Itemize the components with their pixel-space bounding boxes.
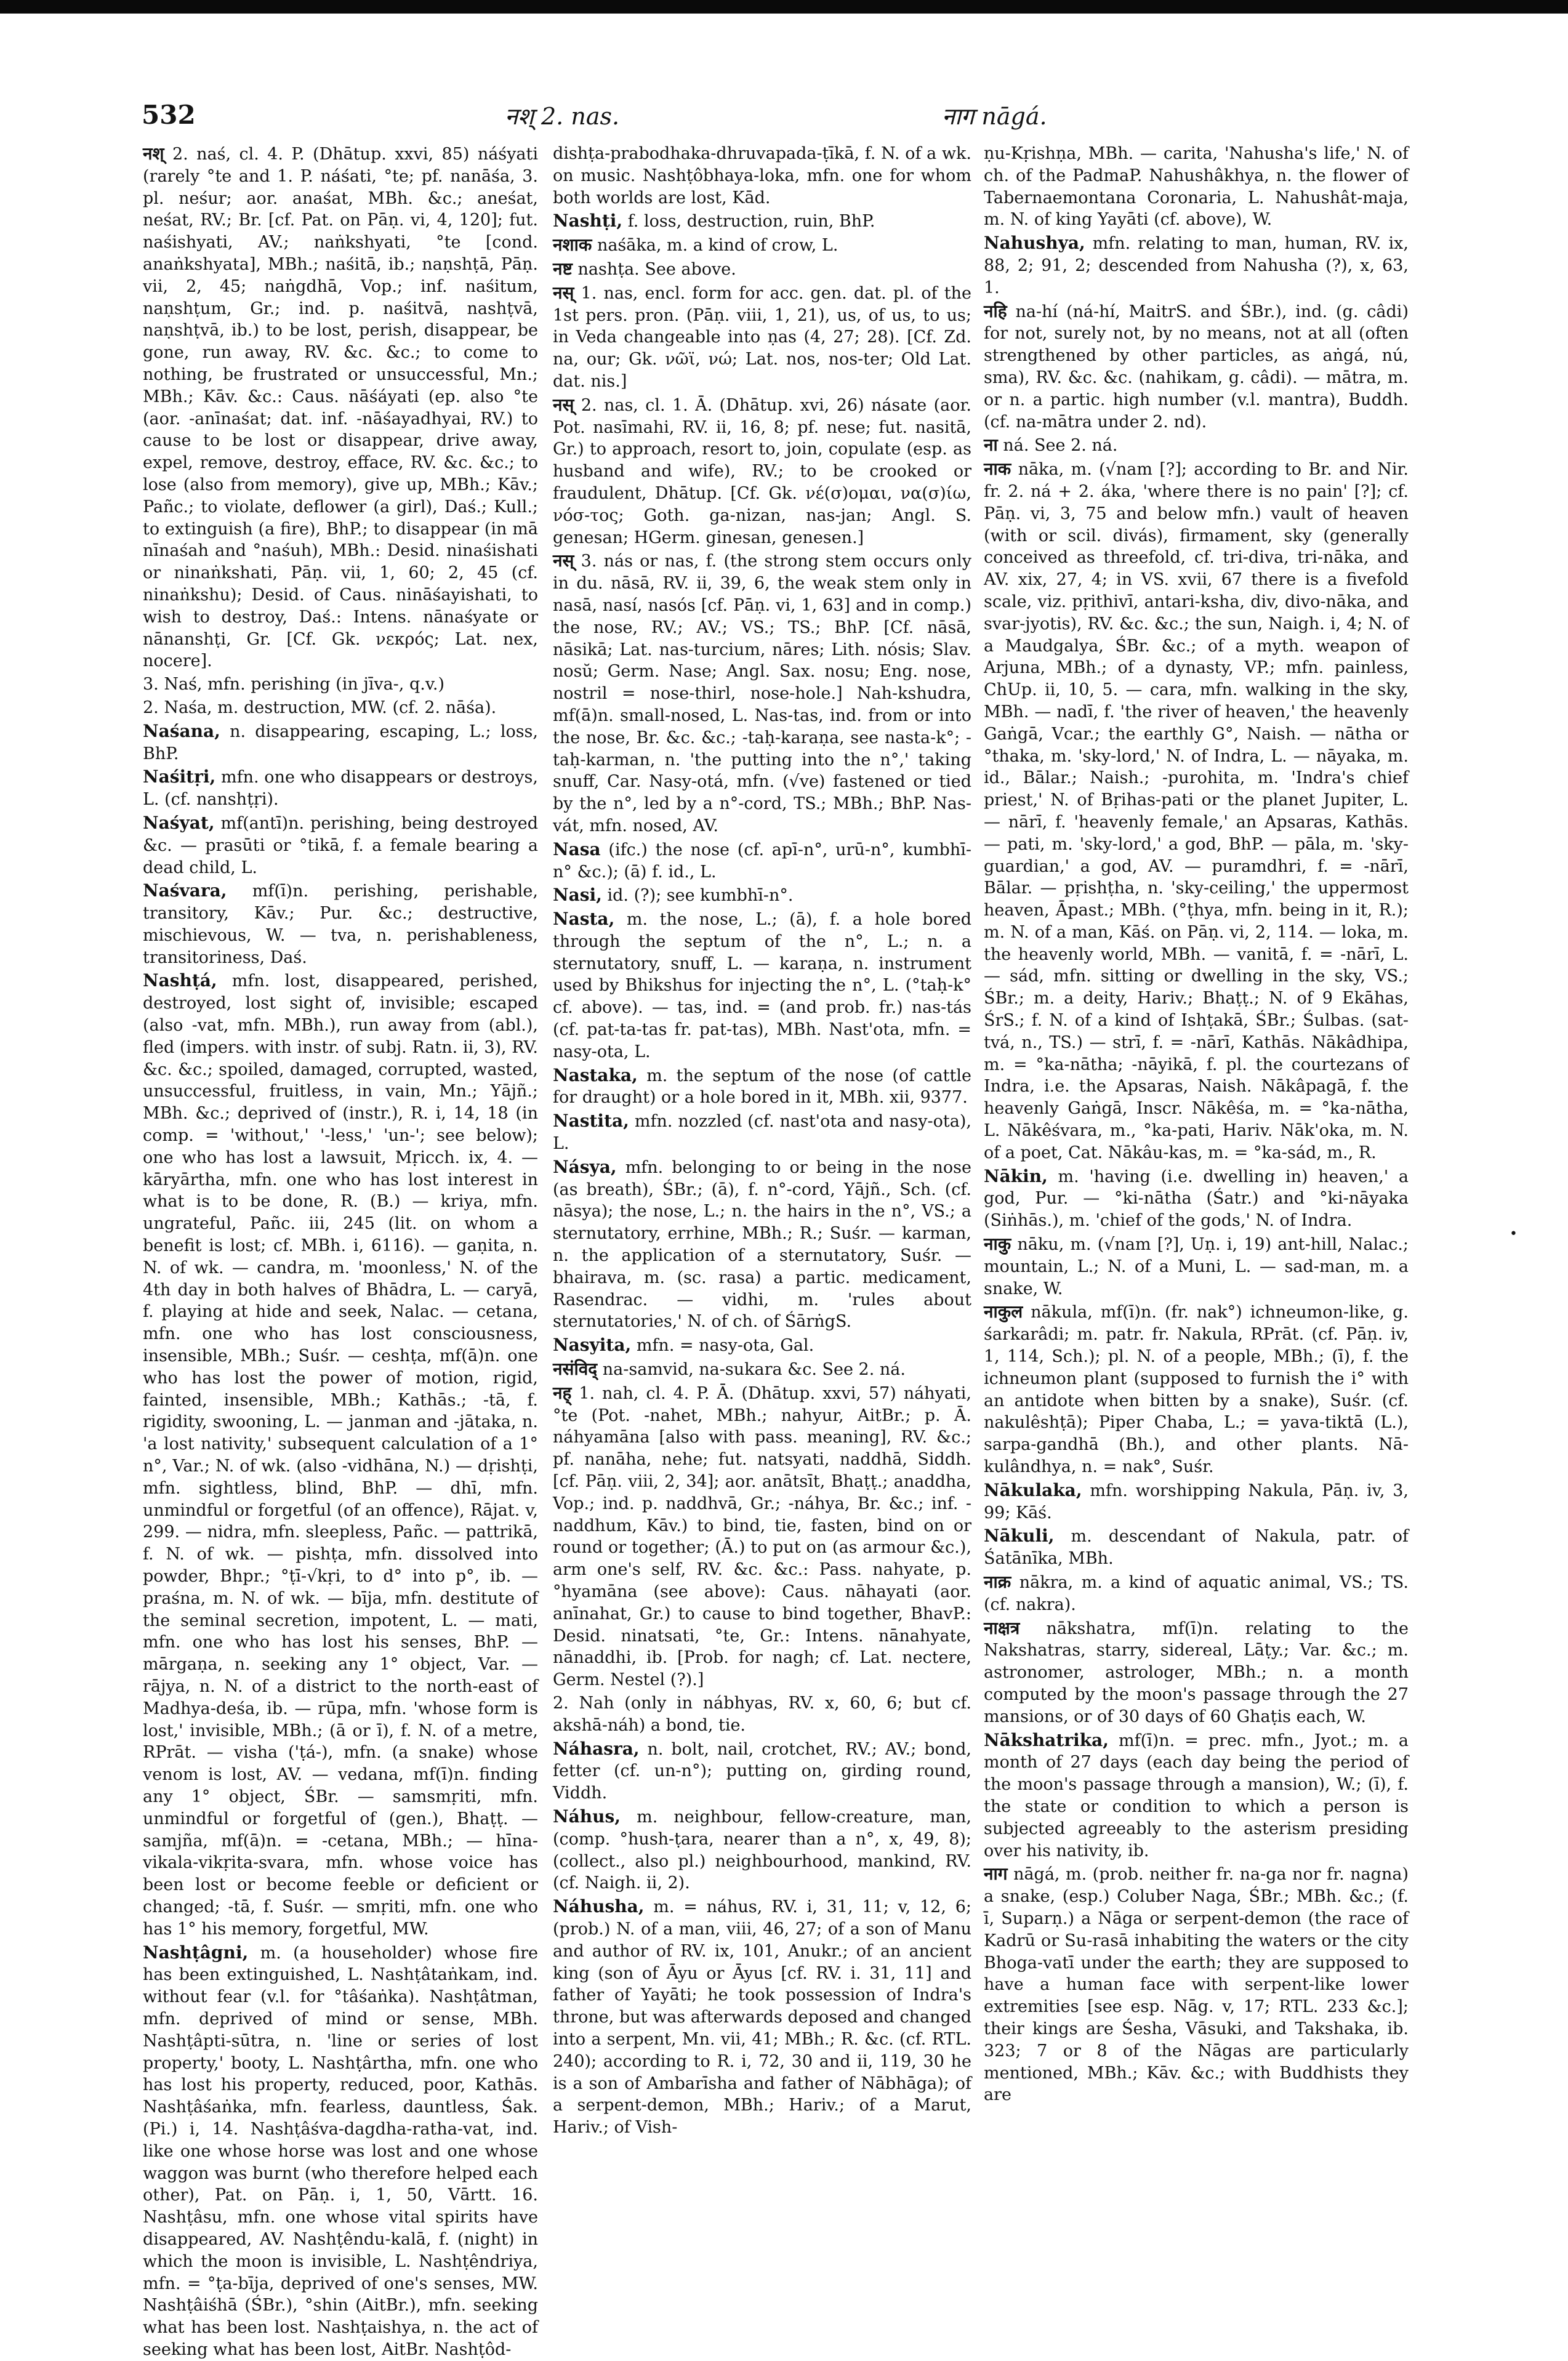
dictionary-entry [553,1806,971,1894]
dictionary-entry [984,1571,1409,1616]
entry-text: m. 'having (i.e. dwelling in) heaven,' a god, Pur. — °ki-nātha (Śatr.) and °ki-nāyaka (Siṅhās.), m. 'chief of the gods,' N. of Indra. [984,1167,1409,1231]
entry-headword: Nākin, [984,1165,1048,1186]
entry-headword: नशाक [553,235,592,255]
entry-headword: नाकुल [984,1301,1023,1322]
dictionary-entry [984,1525,1409,1570]
dictionary-entry [553,234,971,257]
entry-headword: Nastaka, [553,1064,638,1085]
entry-headword: Nasa [553,839,601,859]
entry-text: id. (?); see kumbhī-n°. [607,886,794,906]
dictionary-entry [143,812,538,879]
entry-text: na-samvid, na-sukara &c. See 2. ná. [602,1360,906,1380]
margin-mark: • [1510,1226,1518,1242]
dictionary-entry [984,1165,1409,1232]
entry-text: mf(ī)n. = prec. mfn., Jyot.; m. a month of 27 days (each day being the period of the moon's passage through a mansion), W.; (ī), f. the state or condition to which a person is subjected agreeably to the asterism presiding over his nativity, ib. [984,1731,1409,1860]
dictionary-entry [553,394,971,549]
entry-text: ṇu-Kṛishṇa, MBh. — carita, 'Nahusha's life,' N. of ch. of the PadmaP. Nahushâkhya, n. the flower of Tabernaemontana Coronaria, L. Nahushât-maja, m. N. of king Yayāti (cf. above), W. [984,144,1409,230]
page-header [142,100,1459,137]
entry-text: 2. Naśa, m. destruction, MW. (cf. 2. nāśa). [143,698,497,717]
entry-headword: नाकु [984,1234,1011,1255]
dictionary-entry [984,1301,1409,1478]
entry-text: ná. See 2. ná. [1003,436,1118,456]
dictionary-entry [984,300,1409,433]
entry-text: mfn. nozzled (cf. nast'ota and nasy-ota), L. [553,1112,971,1154]
entry-text: mfn. relating to man, human, RV. ix, 88, 2; 91, 2; descended from Nahusha (?), x, 63, 1. [984,234,1409,297]
entry-text: m. the septum of the nose (of cattle for draught) or a hole bored in it, MBh. xii, 9377. [553,1066,971,1108]
entry-headword: Nashṭâgni, [143,1942,249,1963]
entry-text: nākshatra, mf(ī)n. relating to the Nakshatras, starry, sidereal, Lāṭy.; Var. &c.; m. astronomer, astrologer, MBh.; n. a month computed by the moon's passage through the 27 mansions, or of 30 days of 60 Ghaṭis each, W. [984,1619,1409,1726]
entry-text: naśāka, m. a kind of crow, L. [597,236,838,255]
dictionary-entry [984,1863,1409,2106]
entry-text: m. neighbour, fellow-creature, man, (comp. °hush-ṭara, nearer than a n°, x, 49, 8); (collect., also pl.) neighbourhood, mankind, RV. (cf. Naigh. ii, 2). [553,1807,971,1893]
entry-headword: Naśvara, [143,880,227,901]
dictionary-entry [553,258,971,281]
entry-text: n. disappearing, escaping, L.; loss, BhP. [143,722,538,763]
entry-headword: नाक [984,459,1011,480]
dictionary-entry [553,143,971,209]
dictionary-entry [984,434,1409,457]
entry-headword: नष्ट [553,258,573,279]
entry-text: mfn. one who disappears or destroys, L. (cf. nanshṭṛi). [143,768,538,810]
entry-headword: नस् [553,394,574,415]
entry-text: 1. nah, cl. 4. P. Ā. (Dhātup. xxvi, 57) náhyati, °te (Pot. -nahet, MBh.; nahyur, AitBr.; p. Ā. náhyamāna [also with pass. meaning], RV. &c.; pf. nanāha, nehe; fut. natsyati, naddhā, Siddh. [cf. Pāṇ. viii, 2, 34]; aor. anātsīt, Bhaṭṭ.; anaddha, Vop.; ind. p. naddhvā, Gr.; -náhya, Br. &c.; inf. -naddhum, Kāv.) to bind, tie, fasten, bind on or round or together; (Ā.) to put on (as armour &c.), arm one's self, RV. &c. &c.: Pass. nahyate, p. °hyamāna (see above): Caus. nāhayati (aor. anīnahat, Gr.) to cause to bind together, BhavP.: Desid. ninatsati, °te, Gr.: Intens. nānahyate, nānaddhi, ib. [Prob. for nagh; cf. Lat. nectere, Germ. Nestel (?).] [553,1383,971,1690]
dictionary-entry [984,1233,1409,1300]
entry-text: 2. Nah (only in nábhyas, RV. x, 60, 6; but cf. akshā-náh) a bond, tie. [553,1693,971,1735]
dictionary-column-1 [143,143,538,2359]
entry-text: m. the nose, L.; (ā), f. a hole bored through the septum of the n°, L.; n. a sternutatory, snuff, L. — karaṇa, n. instrument used by Bhikshus for injecting the n°, L. (°taḥ-k° cf. above). — tas, ind. = (and prob. fr.) nas-tás (cf. pat-ta-tas fr. pat-tas), MBh. Nast'ota, mfn. = nasy-ota, L. [553,910,971,1061]
dictionary-entry [143,720,538,765]
entry-text: 3. Naś, mfn. perishing (in jīva-, q.v.) [143,675,444,694]
dictionary-entry [553,550,971,837]
entry-headword: Náhasra, [553,1738,640,1759]
dictionary-entry [553,282,971,393]
entry-text: mfn. belonging to or being in the nose (as breath), ŚBr.; (ā), f. n°-cord, Yājñ., Sch. (cf. nāsya); the nose, L.; n. the hairs in the n°, VS.; a sternutatory, errhine, MBh.; R.; Suśr. — karman, n. the application of a sternutatory, Suśr. — bhairava, m. (sc. rasa) a partic. medicament, Rasendrac. — vidhi, m. 'rules about sternutatories,' N. of ch. of ŚārṅgS. [553,1157,971,1332]
dictionary-entry [553,210,971,233]
dictionary-entry [553,908,971,1063]
entry-text: na-hí (ná-hí, MaitrS. and ŚBr.), ind. (g. câdi) for not, surely not, by no means, not at all (often strengthened by other particles, as aṅgá, nú, sma), RV. &c. &c. (nahikam, g. câdi). — mātra, m. or n. a partic. high number (v.l. mantra), Buddh. (cf. na-mātra under 2. nd). [984,302,1409,432]
dictionary-entry [553,1156,971,1333]
entry-headword: नश् [143,143,164,164]
entry-text: 1. nas, encl. form for acc. gen. dat. pl. of the 1st pers. pron. (Pāṇ. viii, 1, 21), us, of us, to us; in Veda changeable into ṇas (4, 27; 28). [Cf. Zd. na, our; Gk. νῶϊ, νώ; Lat. nos, nos-ter; Old Lat. dat. nis.] [553,283,971,391]
entry-headword: Násya, [553,1156,617,1177]
entry-headword: Nasi, [553,885,602,906]
dictionary-entry [553,839,971,883]
entry-text: mfn. lost, disappeared, perished, destroyed, lost sight of, invisible; escaped (also -vat, mfn. MBh.), run away from (abl.), fled (impers. with instr. of subj. Ratn. ii, 3), RV. &c. &c.; spoiled, damaged, corrupted, wasted, unsuccessful, fruitless, in vain, Mn.; Yājñ.; MBh. &c.; deprived of (instr.), R. i, 14, 18 (in comp. = 'without,' '-less,' 'un-'; see below); one who has lost a lawsuit, Mṛicch. ix, 4. — kāryārtha, mfn. one who has lost interest in what is to be done, R. (B.) — kriya, mfn. ungrateful, Pañc. iii, 245 (lit. on whom a benefit is lost; cf. MBh. i, 6116). — gaṇita, n. N. of wk. — candra, m. 'moonless,' N. of the 4th day in both halves of Bhādra, L. — caryā, f. playing at hide and seek, Nalac. — cetana, mfn. one who has lost consciousness, insensible, MBh.; Suśr. — ceshṭa, mf(ā)n. one who has lost the power of motion, rigid, fainted, insensible, MBh.; Kathās.; -tā, f. rigidity, swooning, L. — janman and -jātaka, n. 'a lost nativity,' subsequent calculation of a 1° n°, Var.; N. of wk. (also -vidhāna, N.) — dṛishṭi, mfn. sightless, blind, BhP. — dhī, mfn. unmindful or forgetful (of an offence), Rājat. v, 299. — nidra, mfn. sleepless, Pañc. — pattrikā, f. N. of wk. — pishṭa, mfn. dissolved into powder, Bhpr.; °ṭī-√kṛi, to d° into p°, ib. — praśna, m. N. of wk. — bīja, mfn. destitute of the seminal secretion, impotent, L. — mati, mfn. one who has lost his senses, BhP. — mārgaṇa, n. seeking any 1° object, Var. — rājya, n. N. of a district to the north-east of Madhya-deśa, ib. — rūpa, mfn. 'whose form is lost,' invisible, MBh.; (ā or ī), f. N. of a metre, RPrāt. — visha ('ṭá-), mfn. (a snake) whose venom is lost, AV. — vedana, mf(ī)n. finding any 1° object, ŚBr. — samsmṛiti, mfn. unmindful or forgetful of (gen.), Bhaṭṭ. — samjña, mf(ā)n. = -cetana, MBh.; — hīna-vikala-vikṛita-svara, mfn. whose voice has been lost or become feeble or deficient or changed; -tā, f. Suśr. — smṛiti, mfn. one who has 1° his memory, forgetful, MW. [143,971,538,1939]
entry-headword: ना [984,435,998,456]
dictionary-entry [984,143,1409,231]
dictionary-entry [553,1110,971,1155]
entry-text: f. loss, destruction, ruin, BhP. [627,212,875,231]
entry-text: 3. nás or nas, f. (the strong stem occurs only in du. nāsā, RV. ii, 39, 6, the weak stem only in nasā, nasí, nasós [cf. Pāṇ. vi, 1, 63] and in comp.) the nose, RV.; AV.; VS.; TS.; BhP. [Cf. nāsā, nāsikā; Lat. nas-turcium, nāres; Lith. nósis; Slav. nosŭ; Germ. Nase; Angl. Sax. nosu; Eng. nose, nostril = nose-thirl, nose-hole.] Nah-kshudra, mf(ā)n. small-nosed, L. Nas-tas, ind. from or into the nose, Br. &c. &c.; -taḥ-karaṇa, see nasta-k°; -taḥ-karman, n. 'the putting into the n°,' taking snuff, Car. Nasy-otá, mfn. (√ve) fastened or tied by the n°, led by a n°-cord, TS.; MBh.; BhP. Nas-vát, mfn. nosed, AV. [553,552,971,835]
entry-text: nashṭa. See above. [577,259,736,279]
entry-text: mf(antī)n. perishing, being destroyed &c. — prasūti or °tikā, f. a female bearing a dead child, L. [143,813,538,877]
dictionary-column-2 [553,143,971,2138]
dictionary-entry [984,1617,1409,1728]
dictionary-entry [553,1896,971,2139]
dictionary-entry [553,1738,971,1804]
page-number: 532 [142,100,196,130]
dictionary-entry [553,1358,971,1381]
entry-headword: Náhus, [553,1806,621,1827]
dictionary-entry [984,1479,1409,1524]
entry-text: m. = náhus, RV. i, 31, 11; v, 12, 6; (prob.) N. of a man, viii, 46, 27; of a son of Manu and author of RV. ix, 101, Anukr.; of an ancient king (son of Āyu or Āyus [cf. RV. i. 31, 11] and father of Yayāti; he took possession of Indra's throne, but was afterwards deposed and changed into a serpent, Mn. vii, 41; MBh.; R. &c. (cf. RTL. 240); according to R. i, 72, 30 and ii, 119, 30 he is a son of Ambarīsha and father of Nābhāga); of a serpent-demon, MBh.; Hariv.; of a Marut, Hariv.; of Vish- [553,1897,971,2138]
entry-headword: Nākuli, [984,1526,1055,1547]
entry-text: 2. nas, cl. 1. Ā. (Dhātup. xvi, 26) násate (aor. Pot. nasīmahi, RV. ii, 16, 8; pf. nese; fut. nasitā, Gr.) to approach, resort to, join, copulate (esp. as husband and wife), RV.; to be crooked or fraudulent, Dhātup. [Cf. Gk. νέ(σ)ομαι, να(σ)ίω, νόσ-τος; Goth. ga-nizan, nas-jan; Angl. S. genesan; HGerm. ginesan, genesen.] [553,395,971,547]
dictionary-entry [984,458,1409,1164]
entry-text: m. (a householder) whose fire has been extinguished, L. Nashṭâtaṅkam, ind. without fear (v.l. for °tâśaṅka). Nashṭâtman, mfn. deprived of mind or sense, MBh. Nashṭâpti-sūtra, n. 'line or series of lost property,' booty, L. Nashṭârtha, mfn. one who has lost his property, reduced, poor, Kathās. Nashṭâśaṅka, mfn. fearless, dauntless, Śak. (Pi.) i, 14. Nashṭâśva-dagdha-ratha-vat, ind. like one whose horse was lost and one whose waggon was burnt (who therefore helped each other), Pat. on Pāṇ. i, 1, 50, Vārtt. 16. Nashṭâsu, mfn. one whose vital spirits have disappeared, AV. Nashṭêndu-kalā, f. (night) in which the moon is invisible, L. Nashṭêndriya, mfn. = °ṭa-bīja, deprived of one's senses, MW. Nashṭâiśhā (ŚBr.), °shin (AitBr.), mfn. seeking what has been lost. Nashṭaishya, n. the act of seeking what has been lost, AitBr. Nashṭôd- [143,1943,538,2359]
entry-headword: Nākulaka, [984,1479,1082,1500]
page-top-edge [0,0,1568,14]
entry-text: nākra, m. a kind of aquatic animal, VS.; TS. (cf. nakra). [984,1573,1409,1614]
dictionary-entry [553,1692,971,1737]
entry-headword: Naśyat, [143,812,215,833]
entry-text: nākula, mf(ī)n. (fr. nak°) ichneumon-like, g. śarkarâdi; m. patr. fr. Nakula, RPrāt. (cf. Pāṇ. iv, 1, 114, Sch.); pl. N. of a people, MBh.; (ī), f. the ichneumon plant (supposed to furnish the i° with an antidote when bitten by a snake), Suśr. (cf. nakulêshṭā); Piper Chaba, L.; = yava-tiktā (L.), sarpa-gandhā (Bh.), and other plants. Nā-kulândhya, n. = nak°, Suśr. [984,1303,1409,1477]
entry-headword: Nasyita, [553,1335,632,1356]
entry-headword: नसंविद् [553,1359,598,1380]
dictionary-entry [553,1064,971,1109]
dictionary-entry [553,1382,971,1691]
entry-text: 2. naś, cl. 4. P. (Dhātup. xxvi, 85) náśyati (rarely °te and 1. P. náśati, °te; pf. nanāśa, 3. pl. neśur; aor. anaśat, MBh. &c.; aneśat, neśat, RV.; Br. [cf. Pat. on Pāṇ. vi, 4, 120]; fut. naśishyati, AV.; naṅkshyati, °te [cond. anaṅkshyata], MBh.; naśitā, ib.; naṇshṭā, Pāṇ. vii, 2, 45; naṅgdhā, Vop.; inf. naśitum, naṇshṭum, Gr.; ind. p. naśitvā, nashṭvā, naṇshṭvā, ib.) to be lost, perish, disappear, be gone, run away, RV. &c. &c.; to come to nothing, be frustrated or unsuccessful, Mn.; MBh.; Kāv. &c.: Caus. nāśáyati (ep. also °te (aor. -anīnaśat; dat. inf. -nāśayadhyai, RV.) to cause to be lost or disappear, drive away, expel, remove, destroy, efface, RV. &c. &c.; to lose (also from memory), give up, MBh.; Kāv.; Pañc.; to violate, deflower (a girl), Daś.; Kull.; to extinguish (a fire), BhP.; to disappear (in mā nīnaśah and °naśuh), MBh.: Desid. ninaśishati or ninaṅkshati, Pāṇ. vii, 1, 60; 2, 45 (cf. ninaṅkshu); Desid. of Caus. nināśayishati, to wish to destroy, Daś.: Intens. nānaśyate or nānanshṭi, Gr. [Cf. Gk. νεκρός; Lat. nex, nocere]. [143,145,538,671]
entry-headword: नस् [553,282,574,303]
dictionary-entry [984,1729,1409,1862]
entry-headword: Nasta, [553,909,615,930]
dictionary-column-3 [984,143,1409,2105]
entry-headword: Naśana, [143,720,220,741]
entry-headword: Náhusha, [553,1896,645,1917]
dictionary-entry [143,1942,538,2361]
entry-text: n. bolt, nail, crotchet, RV.; AV.; bond, fetter (cf. un-n°); putting on, girding round, Viddh. [553,1739,971,1803]
dictionary-entry [143,674,538,696]
entry-headword: नस् [553,550,574,571]
entry-headword: नाक्षत्र [984,1617,1020,1638]
left-running-head: नश् 2. nas. [505,103,620,130]
dictionary-entry [143,697,538,719]
entry-text: nāku, m. (√nam [?], Uṇ. i, 19) ant-hill, Nalac.; mountain, L.; N. of a Muni, L. — sad-man, m. a snake, W. [984,1235,1409,1298]
dictionary-entry [553,1334,971,1357]
entry-headword: नहि [984,300,1007,321]
entry-text: mfn. = nasy-ota, Gal. [636,1336,814,1356]
dictionary-entry [553,884,971,907]
entry-text: nāgá, m. (prob. neither fr. na-ga nor fr. nagna) a snake, (esp.) Coluber Naga, ŚBr.; MBh. &c.; (f. ī, Suparṇ.) a Nāga or serpent-demon (the race of Kadrū or Su-rasā inhabiting the waters or the city Bhoga-vatī under the earth; they are supposed to have a human face with serpent-like lower extremities [see esp. Nāg. v, 17; RTL. 233 &c.]; their kings are Śesha, Vāsuki, and Takshaka, ib. 323; 7 or 8 of the Nāgas are particularly mentioned, MBh.; Kāv. &c.; with Buddhists they are [984,1865,1409,2105]
entry-headword: Naśitṛi, [143,766,216,787]
entry-headword: नाक्र [984,1572,1011,1592]
entry-text: m. descendant of Nakula, patr. of Śatānīka, MBh. [984,1527,1409,1569]
entry-text: mfn. worshipping Nakula, Pāṇ. iv, 3, 99; Kāś. [984,1481,1409,1522]
right-running-head: नाग nāgá. [942,103,1047,130]
entry-text: nāka, m. (√nam [?]; according to Br. and Nir. fr. 2. ná + 2. áka, 'where there is no pain' [?]; cf. Pāṇ. vi, 3, 75 and below mfn.) vault of heaven (with or scil. divás), firmament, sky (generally conceived as threefold, cf. tri-diva, tri-nāka, and AV. xix, 27, 4; in VS. xvii, 67 there is a fivefold scale, viz. pṛithivī, antari-ksha, div, divo-nāka, and svar-jyotis), RV. &c. &c.; the sun, Naigh. i, 4; N. of a Maudgalya, ŚBr. &c.; of a myth. weapon of Arjuna, MBh.; of a dynasty, VP.; mfn. painless, ChUp. ii, 10, 5. — cara, mfn. walking in the sky, MBh. — nadī, f. 'the river of heaven,' the heavenly Gaṅgā, Vcar.; the earthly G°, Naish. — nātha or °thaka, m. 'sky-lord,' N. of Indra, L. — nāyaka, m. id., Bālar.; Naish.; -purohita, m. 'Indra's chief priest,' N. of Bṛihas-pati or the planet Jupiter, L. — nārī, f. 'heavenly female,' an Apsaras, Kathās. — pati, m. 'sky-lord,' a god, BhP. — pāla, m. 'sky-guardian,' a god, AV. — puramdhri, f. = -nārī, Bālar. — pṛishṭha, n. 'sky-ceiling,' the uppermost heaven, Āpast.; MBh. (°ṭhya, mfn. being in it, R.); m. N. of a man, Kāś. on Pāṇ. vi, 2, 114. — loka, m. the heavenly world, MBh. — vanitā, f. = -nārī, L. — sád, mfn. sitting or dwelling in the sky, VS.; ŚBr.; m. a deity, Hariv.; Bhaṭṭ.; N. of 9 Ekāhas, ŚrS.; f. N. of a kind of Ishṭakā, ŚBr.; Śulbas. (sat-tvá, n., TS.) — strī, f. = -nārī, Kathās. Nākâdhipa, m. = °ka-nātha; -nāyikā, f. pl. the courtezans of Indra, i.e. the Apsaras, Naish. Nākâpagā, f. the heavenly Gaṅgā, Inscr. Nākêśa, m. = °ka-nātha, L. Nākêśvara, m., °ka-pati, Hariv. Nāk'oka, m. N. of a poet, Cat. Nākâu-kas, m. = °ka-sád, m., R. [984,460,1409,1162]
dictionary-entry [143,766,538,811]
entry-headword: Nākshatrika, [984,1729,1109,1750]
dictionary-entry [143,143,538,672]
entry-text: mf(ī)n. perishing, perishable, transitory, Kāv.; Pur. &c.; destructive, mischievous, W. — tva, n. perishableness, transitoriness, Daś. [143,882,538,967]
entry-headword: Nahushya, [984,233,1085,254]
dictionary-entry [984,232,1409,299]
entry-headword: नह् [553,1382,572,1403]
entry-headword: Nashṭá, [143,970,217,991]
entry-text: (ifc.) the nose (cf. apī-n°, urū-n°, kumbhī-n° &c.); (ā) f. id., L. [553,840,971,882]
entry-headword: नाग [984,1864,1008,1884]
entry-headword: Nastita, [553,1111,629,1132]
entry-text: dishṭa-prabodhaka-dhruvapada-ṭīkā, f. N. of a wk. on music. Nashṭôbhaya-loka, mfn. one for whom both worlds are lost, Kād. [553,144,971,207]
dictionary-entry [143,880,538,968]
dictionary-entry [143,970,538,1940]
entry-headword: Nashṭi, [553,211,623,231]
